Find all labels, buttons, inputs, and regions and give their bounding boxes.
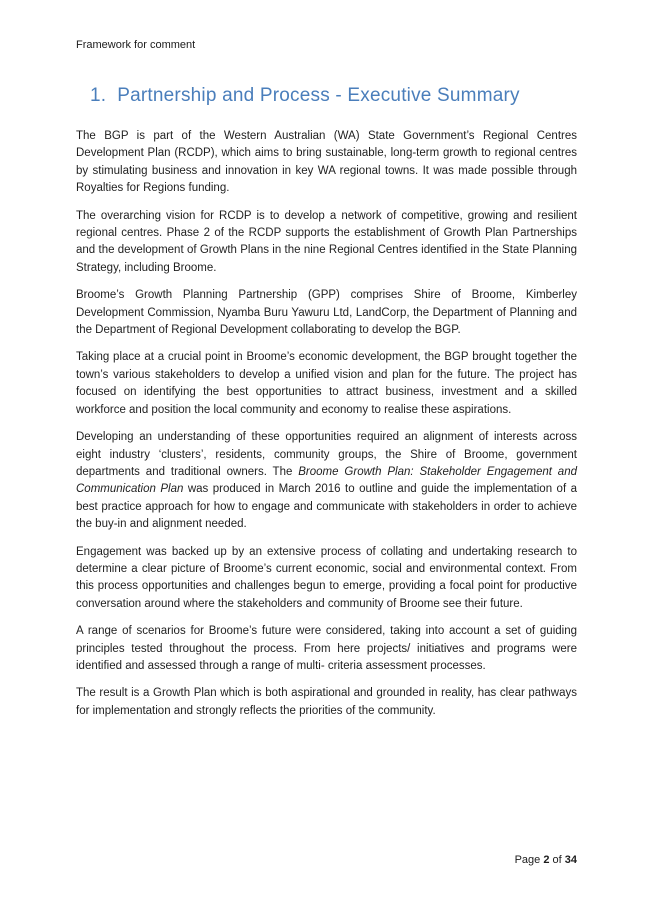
paragraph-5-text-before: Developing an understanding of these opportunities required an alignment of interests across eight industry ‘clusters’, residents, community groups, the Shire of Broome, government departments and traditional owners. The xyxy=(76,431,577,478)
report-title-italic: Broome Growth Plan: Stakeholder Engagement and Communication Plan xyxy=(76,465,577,496)
body-paragraph-4: Taking place at a crucial point in Broome’s economic development, the BGP brought together the town’s various stakeholders to develop a unified vision and plan for the future. The project has focused on identifying the best opportunities to attract business, investment and a skilled workforce and position the local community and economy to realise these aspirations. xyxy=(76,351,577,416)
footer-page-label: Page xyxy=(514,854,544,866)
footer-page-number: 2 xyxy=(543,854,550,866)
paragraph-5-text-after: was produced in March 2016 to outline and guide the implementation of a best practice approach for how to engage and communicate with stakeholders in order to achieve the buy-in and alignment needed. xyxy=(76,483,578,531)
body-paragraph-2: The overarching vision for RCDP is to develop a network of competitive, growing and resilient regional centres. Phase 2 of the RCDP supports the establishment of Growth Plan Partnerships and the development of Growth Plans in the nine Regional Centres identified in the State Planning Strategy, including Broome. xyxy=(76,209,577,274)
document-header-text: Framework for comment xyxy=(76,39,196,51)
body-paragraph-3: Broome’s Growth Planning Partnership (GPP) comprises Shire of Broome, Kimberley Development Commission, Nyamba Buru Yawuru Ltd, LandCorp, the Department of Planning and the Department of Regional Development collaborating to develop the BGP. xyxy=(76,289,577,337)
footer-total-pages: 34 xyxy=(564,854,577,866)
section-heading-title: Partnership and Process - Executive Summary xyxy=(117,85,520,106)
section-heading xyxy=(76,85,577,107)
body-paragraph-5 xyxy=(76,429,577,533)
body-paragraph-8: The result is a Growth Plan which is both aspirational and grounded in reality, has clear pathways for implementation and strongly reflects the priorities of the community. xyxy=(76,687,577,717)
page-number-footer xyxy=(515,854,577,866)
body-paragraph-7: A range of scenarios for Broome’s future were considered, taking into account a set of guiding principles tested throughout the process. From here projects/ initiatives and programs were identified and assessed through a range of multi- criteria assessment processes. xyxy=(76,625,577,672)
footer-of-label: of xyxy=(549,854,565,866)
body-paragraph-6: Engagement was backed up by an extensive process of collating and undertaking research to determine a clear picture of Broome’s current economic, social and environmental context. From this process opportunities and challenges begun to emerge, providing a focal point for productive conversation around where the stakeholders and community of Broome see their future. xyxy=(76,545,577,610)
section-heading-number: 1. xyxy=(90,85,107,106)
body-paragraph-1: The BGP is part of the Western Australian (WA) State Government’s Regional Centres Development Plan (RCDP), which aims to bring sustainable, long-term growth to regional centres by stimulating business and innovation in key WA regional towns. It was made possible through Royalties for Regions funding. xyxy=(76,130,577,195)
